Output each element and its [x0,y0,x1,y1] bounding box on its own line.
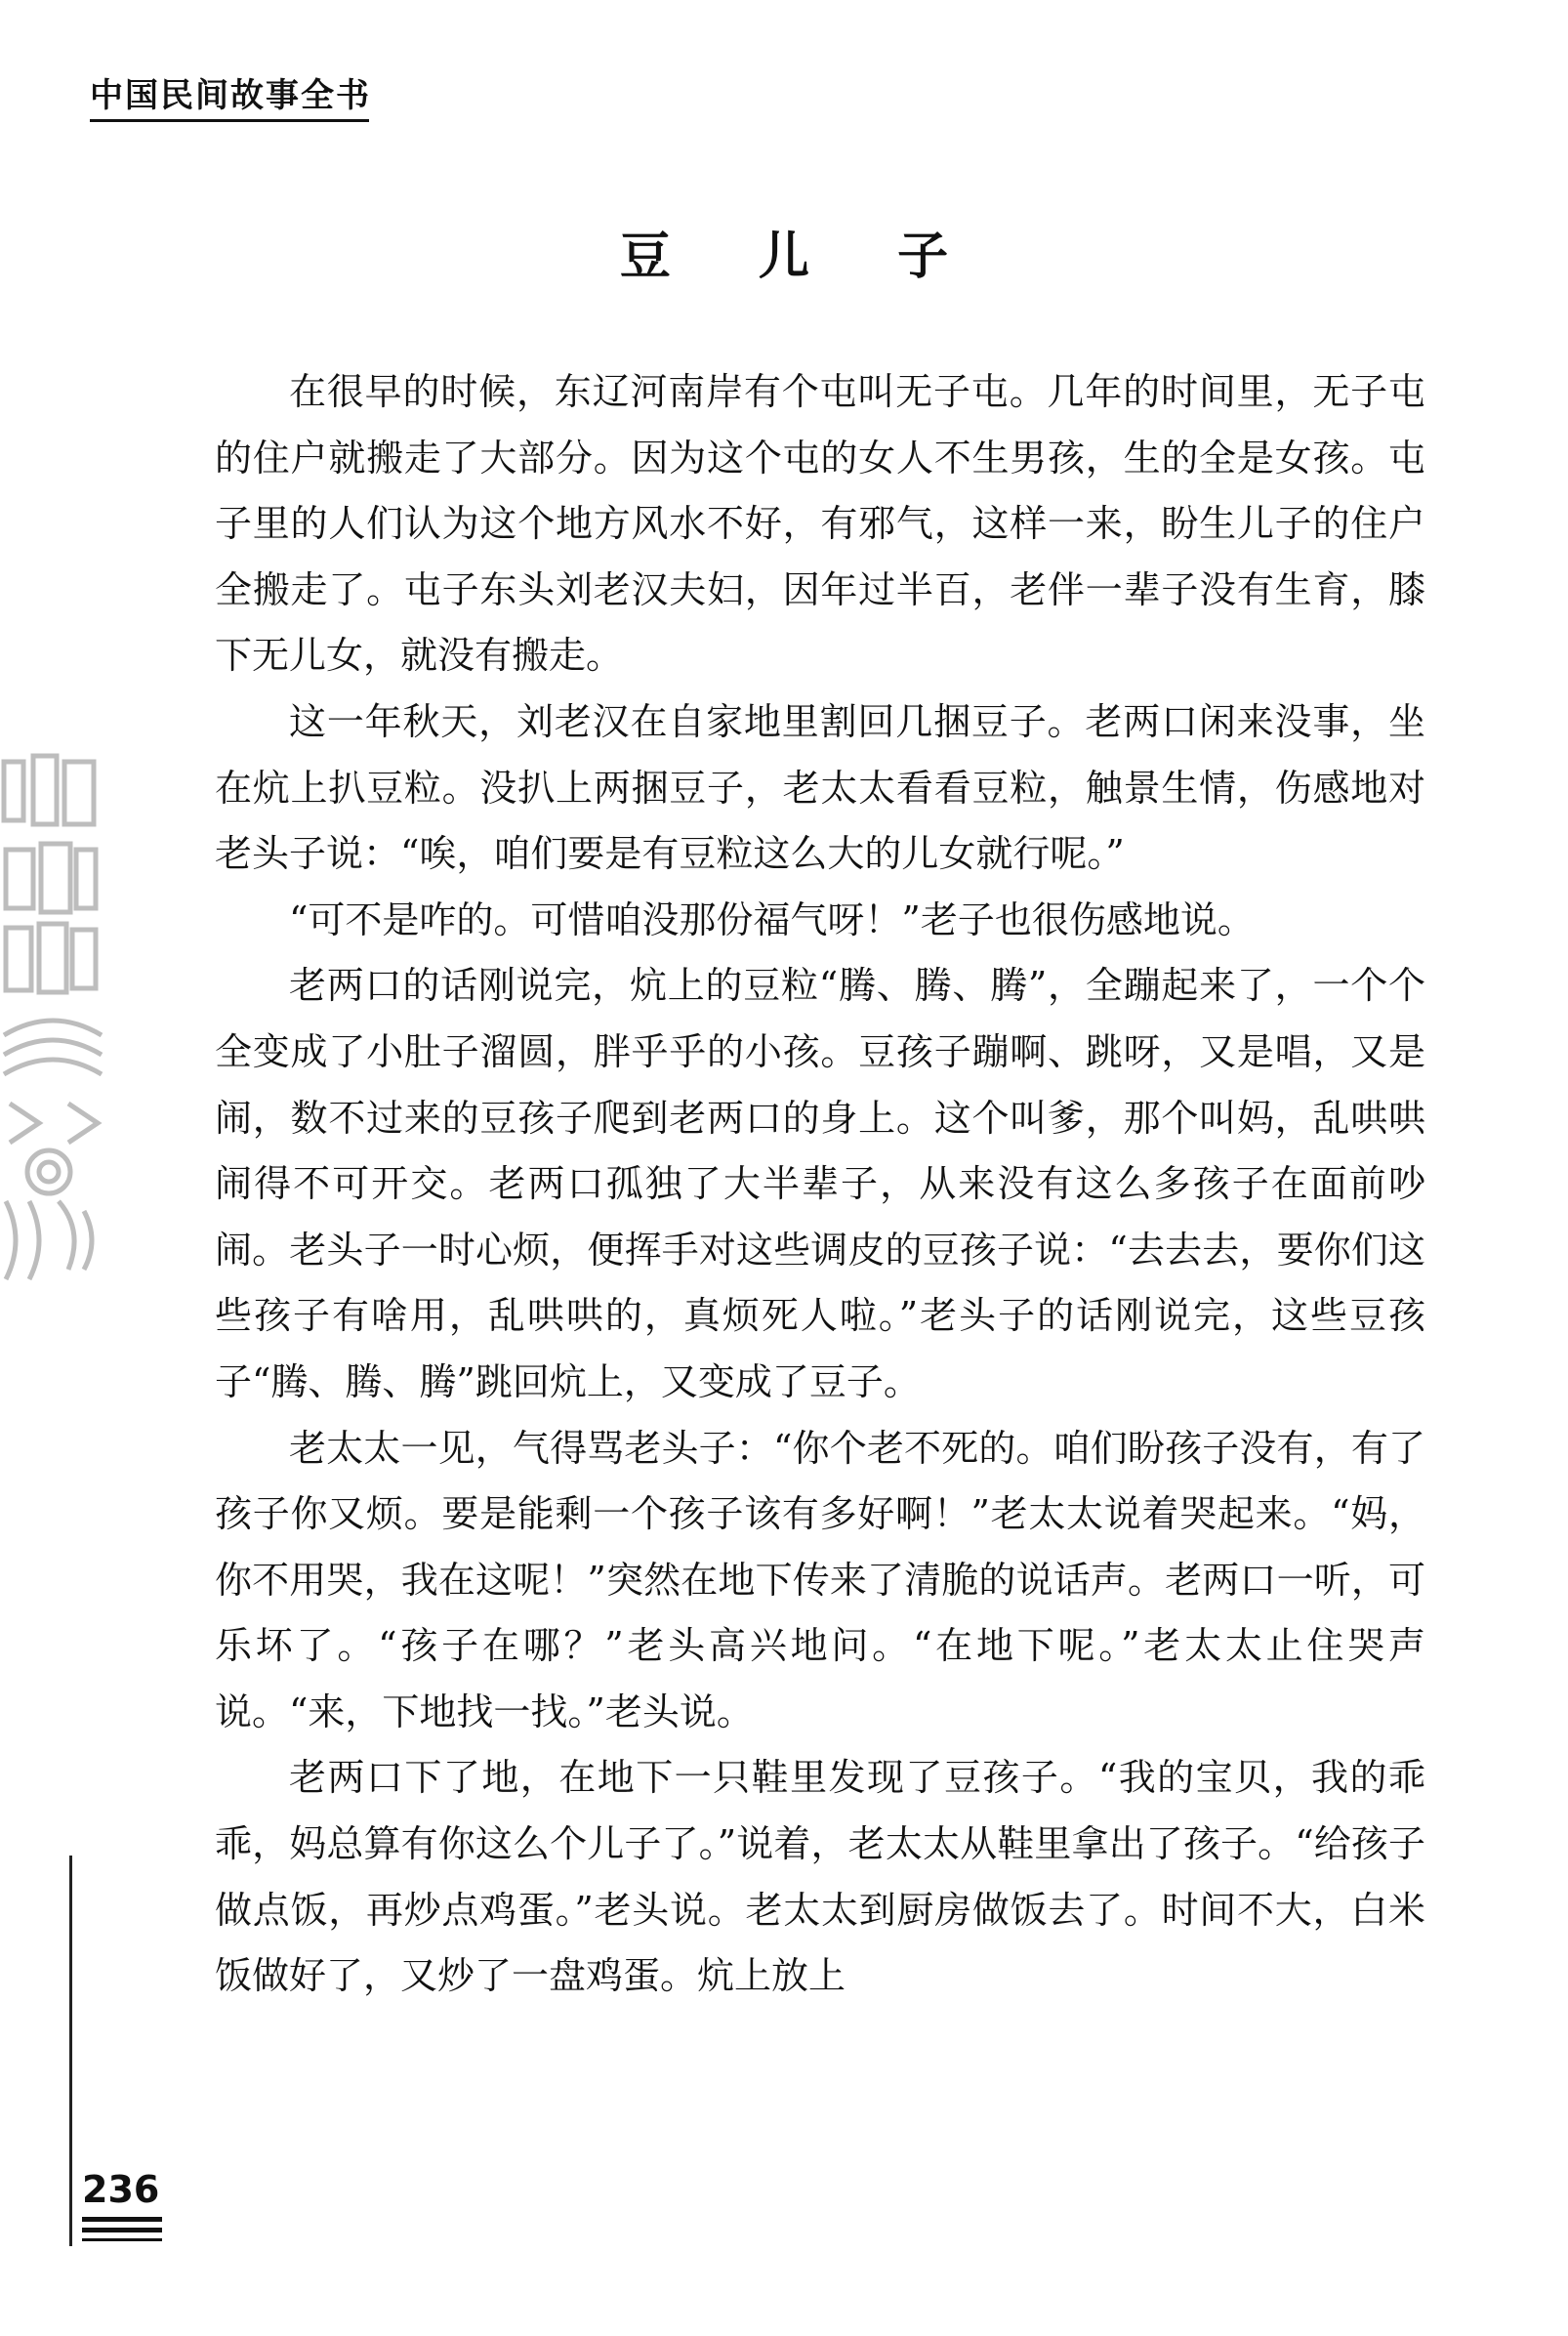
page-number: 236 [82,2168,160,2211]
margin-vertical-rule [69,1856,72,2246]
paragraph: 老太太一见，气得骂老头子：“你个老不死的。咱们盼孩子没有，有了孩子你又烦。要是能剩一个孩子该有多好啊！”老太太说着哭起来。“妈，你不用哭，我在这呢！”突然在地下传来了清脆的说话声。老两口一听，可乐坏了。“孩子在哪？”老头高兴地问。“在地下呢。”老太太止住哭声说。“来，下地找一找。”老头说。 [215,1426,1425,1733]
story-body [215,359,1425,2010]
paragraph: 在很早的时候，东辽河南岸有个屯叫无子屯。几年的时间里，无子屯的住户就搬走了大部分。因为这个屯的女人不生男孩，生的全是女孩。屯子里的人们认为这个地方风水不好，有邪气，这样一来，盼生儿子的住户全搬走了。屯子东头刘老汉夫妇，因年过半百，老伴一辈子没有生育，膝下无儿女，就没有搬走。 [215,370,1425,678]
decorative-margin-pattern [0,742,107,1289]
footer-rule [82,2238,162,2241]
paragraph: 老两口的话刚说完，炕上的豆粒“腾、腾、腾”，全蹦起来了，一个个全变成了小肚子溜圆，胖乎乎的小孩。豆孩子蹦啊、跳呀，又是唱，又是闹，数不过来的豆孩子爬到老两口的身上。这个叫爹，那个叫妈，乱哄哄闹得不可开交。老两口孤独了大半辈子，从来没有这么多孩子在面前吵闹。老头子一时心烦，便挥手对这些调皮的豆孩子说：“去去去，要你们这些孩子有啥用，乱哄哄的，真烦死人啦。”老头子的话刚说完，这些豆孩子“腾、腾、腾”跳回炕上，又变成了豆子。 [215,964,1425,1403]
running-header: 中国民间故事全书 [90,76,371,115]
footer-rule [82,2228,162,2232]
paragraph: 老两口下了地，在地下一只鞋里发现了豆孩子。“我的宝贝，我的乖乖，妈总算有你这么个儿子了。”说着，老太太从鞋里拿出了孩子。“给孩子做点饭，再炒点鸡蛋。”老头说。老太太到厨房做饭去了。时间不大，白米饭做好了，又炒了一盘鸡蛋。炕上放上 [215,1756,1425,1998]
header-underline [90,119,369,122]
paragraph: 这一年秋天，刘老汉在自家地里割回几捆豆子。老两口闲来没事，坐在炕上扒豆粒。没扒上两捆豆子，老太太看看豆粒，触景生情，伤感地对老头子说：“唉，咱们要是有豆粒这么大的儿女就行呢。” [215,699,1425,876]
footer-rule [82,2217,162,2222]
story-title: 豆 儿 子 [619,228,984,286]
paragraph: “可不是咋的。可惜咱没那份福气呀！”老子也很伤感地说。 [289,897,1255,941]
